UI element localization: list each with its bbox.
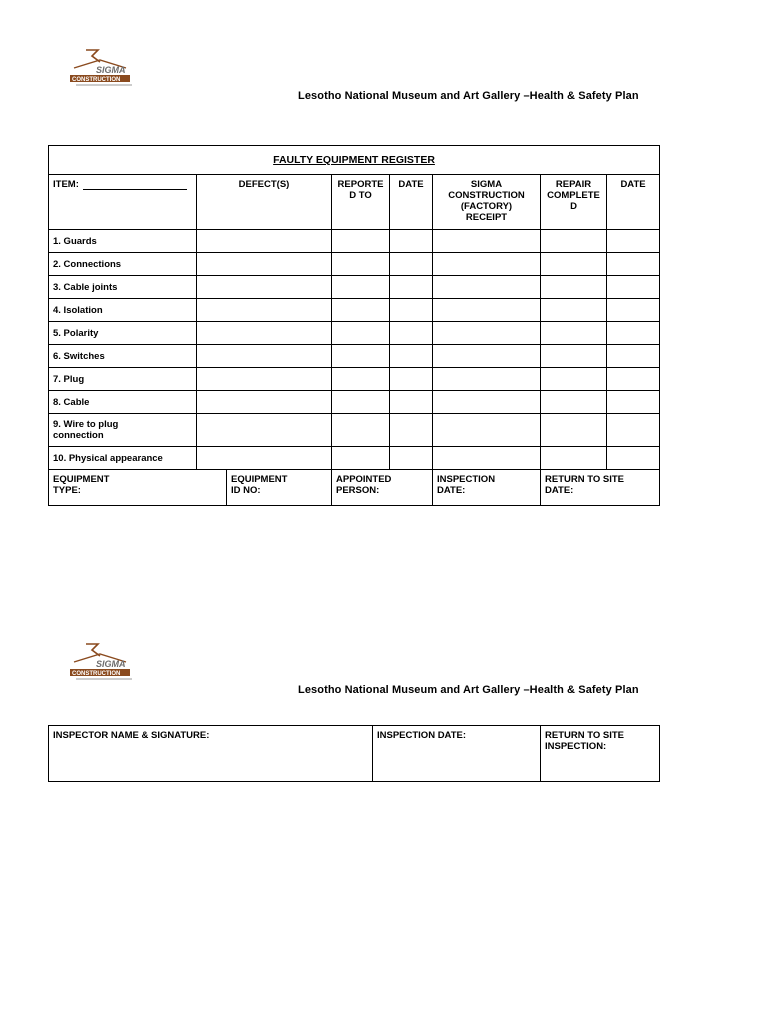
sigma-line2: CONSTRUCTION: [448, 190, 525, 201]
date2-cell[interactable]: [607, 299, 660, 322]
equip-type-line1: EQUIPMENT: [53, 474, 110, 485]
date2-cell[interactable]: [607, 230, 660, 253]
date2-cell[interactable]: [607, 368, 660, 391]
receipt-cell[interactable]: [433, 345, 541, 368]
item-row-label: 5. Polarity: [49, 322, 197, 345]
defects-cell[interactable]: [197, 368, 332, 391]
date2-header: DATE: [607, 175, 660, 230]
logo-name: SIGMA: [96, 65, 126, 75]
date-cell[interactable]: [390, 345, 433, 368]
date2-cell[interactable]: [607, 447, 660, 470]
repair-line3: D: [570, 201, 577, 212]
receipt-cell[interactable]: [433, 368, 541, 391]
sigma-line3: (FACTORY): [460, 201, 513, 212]
return-to-site-date-field[interactable]: [541, 470, 660, 506]
item-row-label: 3. Cable joints: [49, 276, 197, 299]
reported-to-line1: REPORTE: [337, 179, 384, 190]
return-inspection-line2: INSPECTION:: [545, 741, 607, 752]
logo-sub: CONSTRUCTION: [72, 77, 121, 83]
return-to-site-inspection-field[interactable]: [541, 726, 660, 782]
item-row-label: 6. Switches: [49, 345, 197, 368]
repair-cell[interactable]: [541, 391, 607, 414]
receipt-cell[interactable]: [433, 447, 541, 470]
repair-cell[interactable]: [541, 414, 607, 447]
equipment-id-field[interactable]: [227, 470, 332, 506]
defects-cell[interactable]: [197, 322, 332, 345]
page-header-title: Lesotho National Museum and Art Gallery –Health & Safety Plan: [298, 684, 639, 696]
logo-sub: CONSTRUCTION: [72, 671, 121, 677]
item-row-label: 2. Connections: [49, 253, 197, 276]
date2-cell[interactable]: [607, 391, 660, 414]
insp-date-line2: DATE:: [437, 485, 466, 496]
page-header-title: Lesotho National Museum and Art Gallery –Health & Safety Plan: [298, 90, 639, 102]
sigma-line4: RECEIPT: [465, 212, 508, 223]
defects-cell[interactable]: [197, 345, 332, 368]
inspection-date-field[interactable]: [433, 470, 541, 506]
defects-cell[interactable]: [197, 414, 332, 447]
item-row-label: 1. Guards: [49, 230, 197, 253]
defects-cell[interactable]: [197, 299, 332, 322]
item-underline: [83, 180, 187, 190]
repair-cell[interactable]: [541, 368, 607, 391]
return-line2: DATE:: [545, 485, 574, 496]
item-row-label: 7. Plug: [49, 368, 197, 391]
date2-cell[interactable]: [607, 276, 660, 299]
equipment-type-field[interactable]: [49, 470, 227, 506]
insp-date-line1: INSPECTION: [437, 474, 496, 485]
repair-cell[interactable]: [541, 253, 607, 276]
date2-cell[interactable]: [607, 322, 660, 345]
repair-cell[interactable]: [541, 230, 607, 253]
item9-line1: 9. Wire to plug: [53, 419, 119, 430]
date-header: DATE: [390, 175, 433, 230]
faulty-equipment-register: [48, 145, 660, 506]
date2-cell[interactable]: [607, 253, 660, 276]
reported-cell[interactable]: [332, 345, 390, 368]
sigma-construction-logo: [66, 46, 144, 92]
appointed-line1: APPOINTED: [336, 474, 392, 485]
repair-cell[interactable]: [541, 322, 607, 345]
reported-cell[interactable]: [332, 299, 390, 322]
logo-name: SIGMA: [96, 659, 126, 669]
return-inspection-line1: RETURN TO SITE: [545, 730, 624, 741]
item-label: ITEM:: [53, 179, 79, 190]
item9-line2: connection: [53, 430, 104, 441]
repair-line1: REPAIR: [555, 179, 592, 190]
reported-cell[interactable]: [332, 447, 390, 470]
repair-line2: COMPLETE: [547, 190, 600, 201]
inspector-name-signature-field[interactable]: INSPECTOR NAME & SIGNATURE:: [49, 726, 373, 782]
equip-type-line2: TYPE:: [53, 485, 81, 496]
reported-cell[interactable]: [332, 276, 390, 299]
receipt-cell[interactable]: [433, 414, 541, 447]
date-cell[interactable]: [390, 322, 433, 345]
defects-cell[interactable]: [197, 391, 332, 414]
date2-cell[interactable]: [607, 345, 660, 368]
receipt-cell[interactable]: [433, 299, 541, 322]
date-cell[interactable]: [390, 391, 433, 414]
reported-cell[interactable]: [332, 230, 390, 253]
date-cell[interactable]: [390, 299, 433, 322]
reported-to-header: [332, 175, 390, 230]
repair-completed-header: [541, 175, 607, 230]
defects-cell[interactable]: [197, 447, 332, 470]
receipt-cell[interactable]: [433, 322, 541, 345]
date-cell[interactable]: [390, 276, 433, 299]
item-row-label: 8. Cable: [49, 391, 197, 414]
defects-cell[interactable]: [197, 230, 332, 253]
repair-cell[interactable]: [541, 299, 607, 322]
appointed-person-field[interactable]: [332, 470, 433, 506]
item-header: [49, 175, 197, 230]
item-row-label-9: [49, 414, 197, 447]
reported-to-line2: D TO: [349, 190, 372, 201]
reported-cell[interactable]: [332, 253, 390, 276]
receipt-cell[interactable]: [433, 253, 541, 276]
repair-cell[interactable]: [541, 345, 607, 368]
reported-cell[interactable]: [332, 391, 390, 414]
reported-cell[interactable]: [332, 414, 390, 447]
receipt-cell[interactable]: [433, 276, 541, 299]
reported-cell[interactable]: [332, 322, 390, 345]
inspection-date-field[interactable]: INSPECTION DATE:: [373, 726, 541, 782]
repair-cell[interactable]: [541, 447, 607, 470]
repair-cell[interactable]: [541, 276, 607, 299]
date2-cell[interactable]: [607, 414, 660, 447]
register-title: FAULTY EQUIPMENT REGISTER: [49, 146, 660, 175]
receipt-cell[interactable]: [433, 230, 541, 253]
defects-header: DEFECT(S): [197, 175, 332, 230]
equip-id-line2: ID NO:: [231, 485, 261, 496]
defects-cell[interactable]: [197, 253, 332, 276]
sigma-construction-logo: [66, 640, 144, 686]
sigma-line1: SIGMA: [470, 179, 503, 190]
date-cell[interactable]: [390, 253, 433, 276]
defects-cell[interactable]: [197, 276, 332, 299]
item-row-label: 4. Isolation: [49, 299, 197, 322]
date-cell[interactable]: [390, 414, 433, 447]
item-row-label: 10. Physical appearance: [49, 447, 197, 470]
date-cell[interactable]: [390, 368, 433, 391]
receipt-cell[interactable]: [433, 391, 541, 414]
sigma-receipt-header: [433, 175, 541, 230]
return-line1: RETURN TO SITE: [545, 474, 624, 485]
reported-cell[interactable]: [332, 368, 390, 391]
inspection-signoff-table: [48, 725, 660, 782]
date-cell[interactable]: [390, 447, 433, 470]
equip-id-line1: EQUIPMENT: [231, 474, 288, 485]
appointed-line2: PERSON:: [336, 485, 380, 496]
date-cell[interactable]: [390, 230, 433, 253]
